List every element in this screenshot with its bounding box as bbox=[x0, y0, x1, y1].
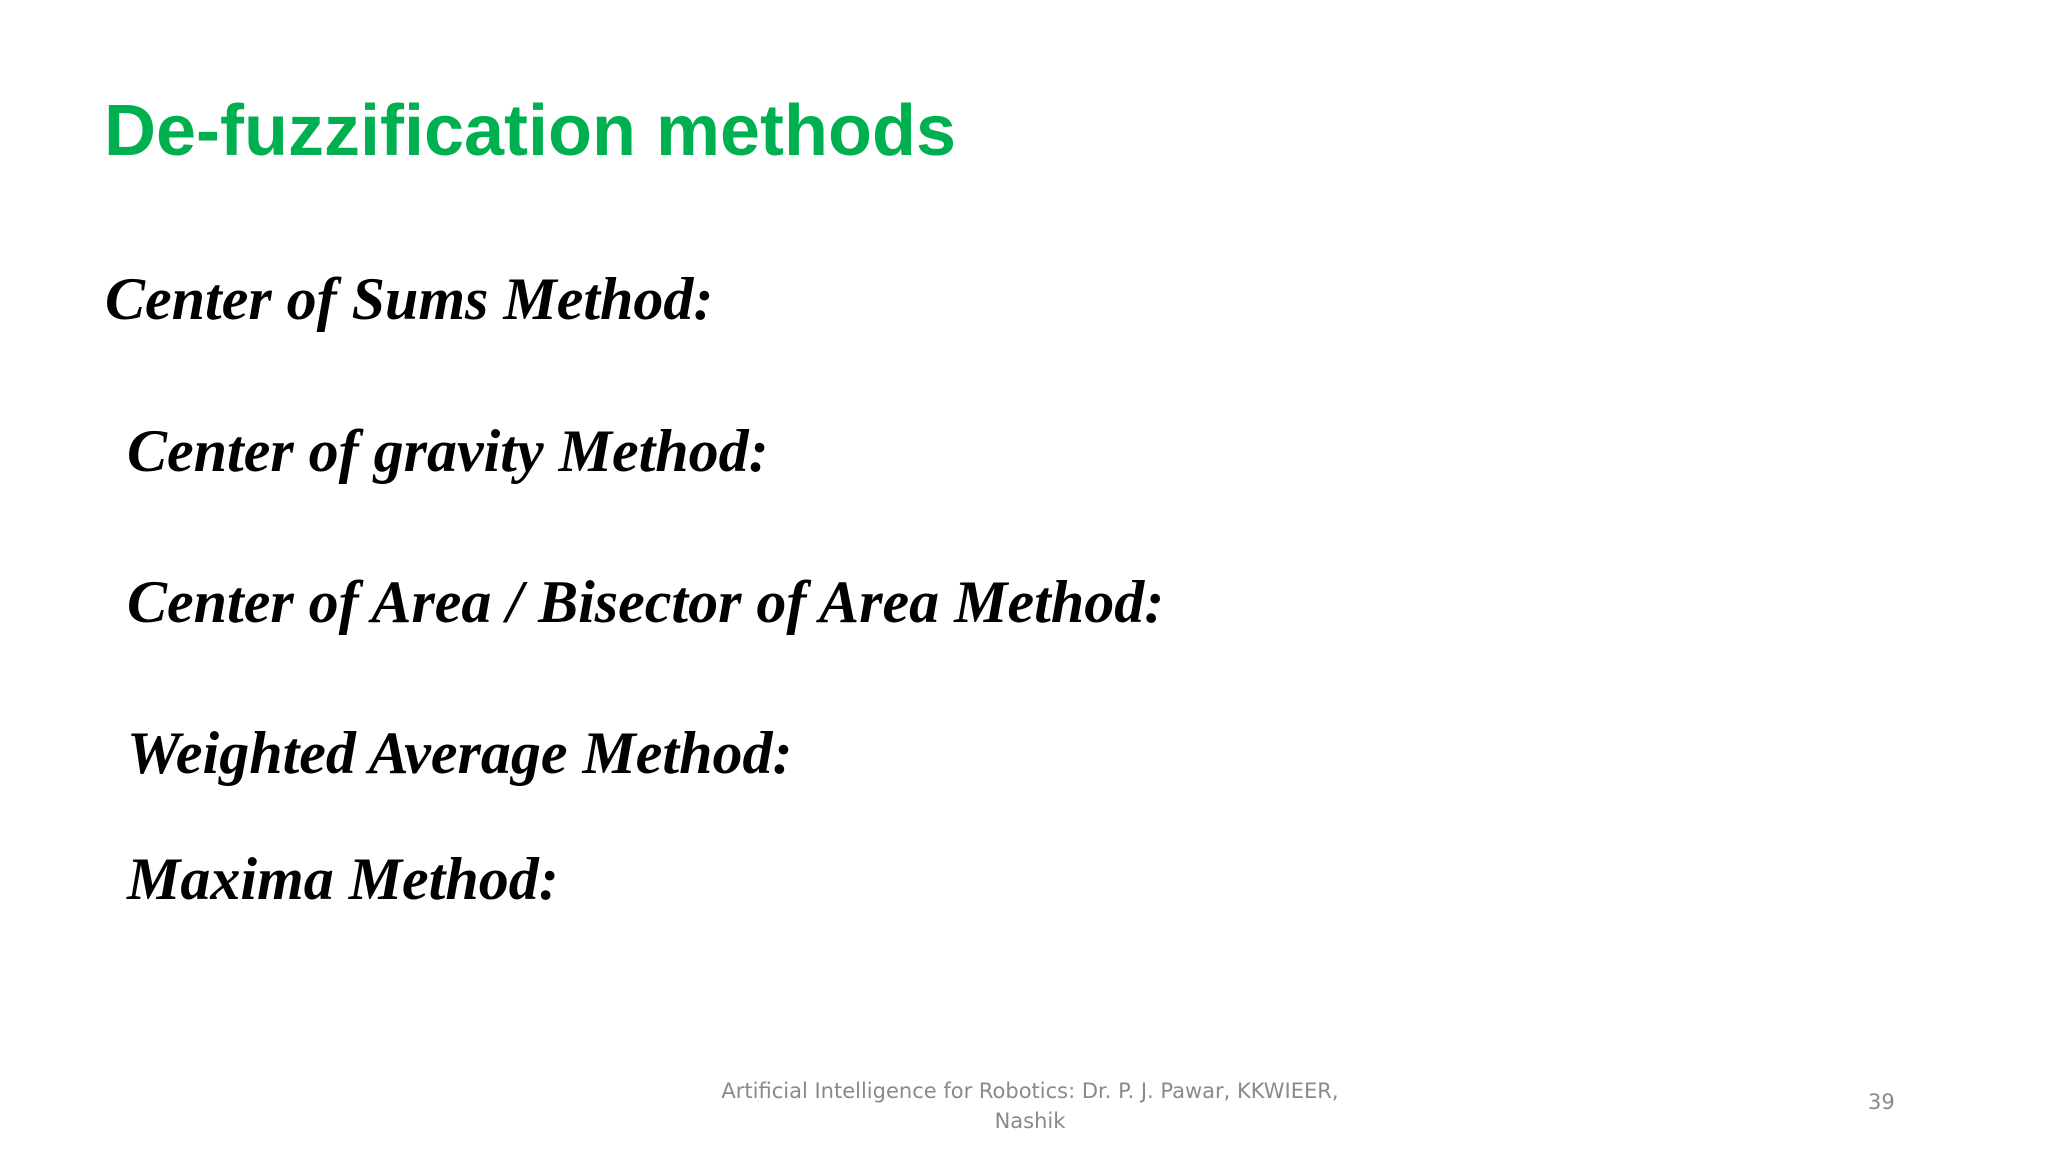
method-center-of-gravity: Center of gravity Method: bbox=[127, 418, 769, 484]
footer-line-1: Artificial Intelligence for Robotics: Dr. P. J. Pawar, KKWIEER, bbox=[721, 1079, 1339, 1103]
slide-footer bbox=[700, 1076, 1360, 1136]
slide-title: De-fuzzification methods bbox=[104, 91, 957, 171]
method-center-of-area: Center of Area / Bisector of Area Method: bbox=[127, 569, 1165, 635]
method-weighted-average: Weighted Average Method: bbox=[127, 720, 793, 786]
footer-line-2: Nashik bbox=[994, 1109, 1066, 1133]
method-maxima: Maxima Method: bbox=[127, 846, 559, 912]
method-center-of-sums: Center of Sums Method: bbox=[105, 266, 714, 332]
page-number: 39 bbox=[1868, 1090, 1895, 1114]
